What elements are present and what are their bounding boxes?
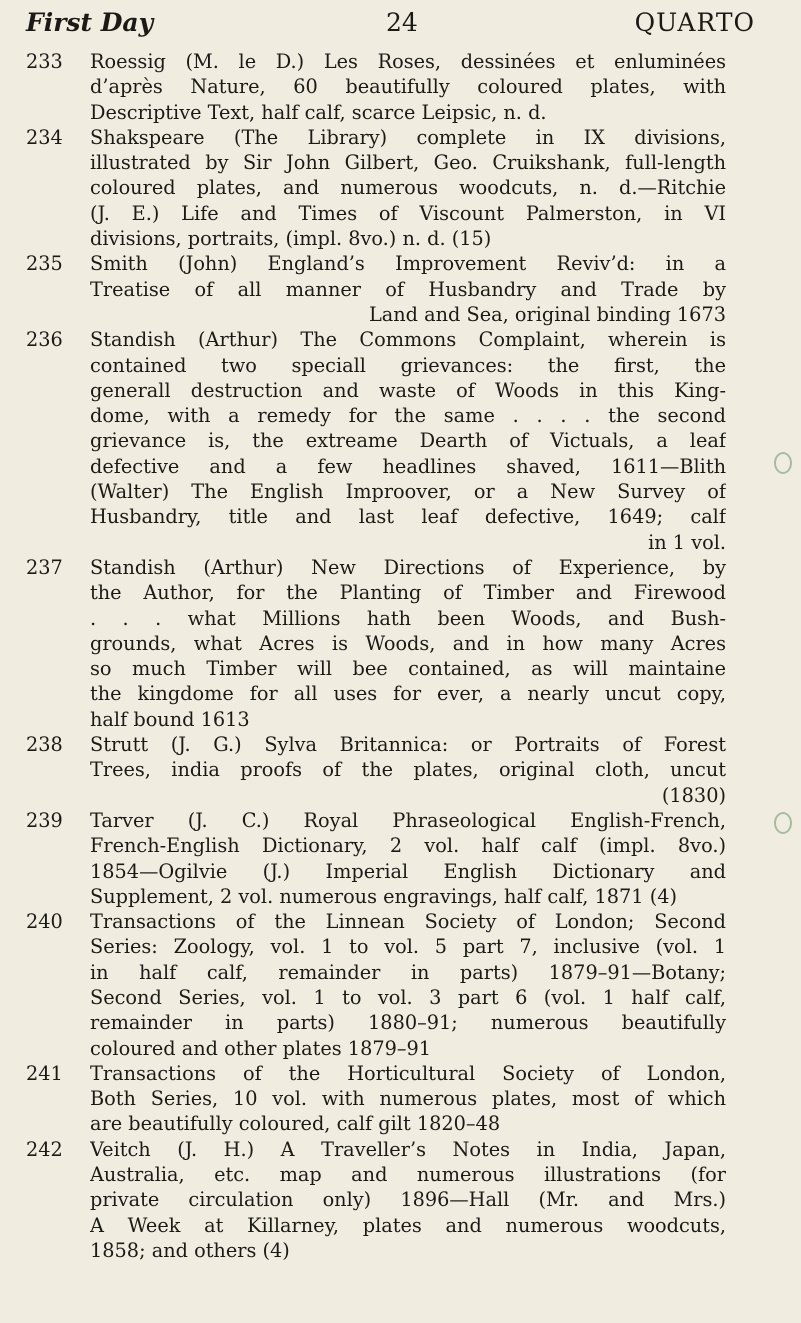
lot-entry [26, 1061, 726, 1137]
lot-description-line: Australia, etc. map and numerous illustrations (for [90, 1163, 726, 1187]
lot-description-line: Transactions of the Horticultural Society of London, [90, 1061, 726, 1085]
page-number: 24 [386, 8, 418, 37]
lot-description-line: are beautifully coloured, calf gilt 1820–48 [90, 1112, 501, 1136]
lot-number: 234 [26, 125, 63, 149]
lot-description-line: Smith (John) England’s Improvement Reviv’d: in a [90, 252, 726, 276]
lot-entry [26, 49, 726, 125]
lot-description-line: private circulation only) 1896—Hall (Mr. and Mrs.) [90, 1188, 726, 1212]
lot-description-line: grievance is, the extreame Dearth of Victuals, a leaf [90, 429, 726, 453]
lot-number: 236 [26, 328, 63, 352]
lot-description-line: generall destruction and waste of Woods in this King- [90, 378, 726, 402]
lot-description-line: . . . what Millions hath been Woods, and Bush- [90, 606, 726, 630]
lot-description-line: Second Series, vol. 1 to vol. 3 part 6 (vol. 1 half calf, [90, 985, 726, 1009]
lot-description-line: Tarver (J. C.) Royal Phraseological English-French, [90, 808, 726, 832]
lot-description-line: Supplement, 2 vol. numerous engravings, half calf, 1871 (4) [90, 884, 678, 908]
lot-number: 238 [26, 733, 63, 757]
page-header [26, 8, 755, 42]
lot-entry [26, 251, 726, 327]
lot-description-line: Strutt (J. G.) Sylva Britannica: or Portraits of Forest [90, 733, 726, 757]
lot-number: 235 [26, 252, 63, 276]
header-day: First Day [26, 8, 154, 37]
lot-description-line: illustrated by Sir John Gilbert, Geo. Cruikshank, full-length [90, 151, 726, 175]
lot-number: 241 [26, 1061, 63, 1085]
lot-description-line: Land and Sea, original binding 1673 [368, 302, 726, 326]
lot-description-line: Standish (Arthur) The Commons Complaint, wherein is [90, 328, 726, 352]
lot-description-line: A Week at Killarney, plates and numerous woodcuts, [90, 1213, 726, 1237]
lot-description-line: dome, with a remedy for the same . . . . the second [90, 404, 726, 428]
lot-number: 242 [26, 1137, 63, 1161]
lot-description-line: so much Timber will bee contained, as will maintaine [90, 657, 726, 681]
lot-number: 240 [26, 910, 63, 934]
lot-description-line: in half calf, remainder in parts) 1879–91—Botany; [90, 960, 726, 984]
lot-number: 233 [26, 50, 63, 73]
lot-description-line: Standish (Arthur) New Directions of Experience, by [90, 555, 726, 579]
lot-description-line: Descriptive Text, half calf, scarce Leipsic, n. d. [90, 100, 547, 124]
binding-hole-icon [774, 812, 792, 834]
lot-description-line: divisions, portraits, (impl. 8vo.) n. d. (15) [90, 227, 492, 251]
lot-description-line: half bound 1613 [90, 707, 250, 731]
lot-description-line: Shakspeare (The Library) complete in IX divisions, [90, 125, 726, 149]
lot-description-line: French-English Dictionary, 2 vol. half calf (impl. 8vo.) [90, 834, 726, 858]
lot-description-line: Husbandry, title and last leaf defective, 1649; calf [90, 505, 726, 529]
lot-description-line: Trees, india proofs of the plates, original cloth, uncut [90, 758, 726, 782]
lot-description-line: (1830) [661, 783, 726, 807]
lot-list [26, 49, 726, 1263]
lot-description-line: d’après Nature, 60 beautifully coloured plates, with [90, 75, 726, 99]
lot-description-line: defective and a few headlines shaved, 1611—Blith [90, 454, 726, 478]
lot-entry [26, 1137, 726, 1263]
binding-hole-icon [774, 452, 792, 474]
lot-description-line: 1858; and others (4) [90, 1238, 290, 1262]
lot-number: 239 [26, 808, 63, 832]
lot-description-line: remainder in parts) 1880–91; numerous beautifully [90, 1011, 726, 1035]
lot-description-line: Both Series, 10 vol. with numerous plates, most of which [90, 1087, 726, 1111]
lot-description-line: (J. E.) Life and Times of Viscount Palmerston, in VI [90, 201, 726, 225]
lot-description-line: Series: Zoology, vol. 1 to vol. 5 part 7, inclusive (vol. 1 [90, 935, 726, 959]
lot-description-line: coloured and other plates 1879–91 [90, 1036, 432, 1060]
lot-entry [26, 909, 726, 1061]
lot-description-line: Roessig (M. le D.) Les Roses, dessinées et enluminées [90, 50, 726, 73]
lot-description-line: Transactions of the Linnean Society of London; Second [90, 910, 726, 934]
lot-entry [26, 125, 726, 251]
lot-description-line: coloured plates, and numerous woodcuts, n. d.—Ritchie [90, 176, 726, 200]
lot-description-line: the Author, for the Planting of Timber and Firewood [90, 581, 726, 605]
lot-entry [26, 555, 726, 732]
lot-description-line: contained two speciall grievances: the first, the [90, 353, 726, 377]
lot-description-line: (Walter) The English Improover, or a New Survey of [90, 480, 726, 504]
lot-description-line: in 1 vol. [648, 530, 726, 554]
lot-description-line: the kingdome for all uses for ever, a nearly uncut copy, [90, 682, 726, 706]
lot-description-line: 1854—Ogilvie (J.) Imperial English Dictionary and [90, 859, 726, 883]
lot-entry [26, 808, 726, 909]
lot-number: 237 [26, 555, 63, 579]
lot-description-line: Treatise of all manner of Husbandry and Trade by [90, 277, 726, 301]
lot-description-line: grounds, what Acres is Woods, and in how many Acres [90, 631, 726, 655]
lot-entry [26, 327, 726, 555]
lot-description-line: Veitch (J. H.) A Traveller’s Notes in India, Japan, [90, 1137, 726, 1161]
header-format: QUARTO [634, 8, 755, 37]
lot-entry [26, 732, 726, 808]
